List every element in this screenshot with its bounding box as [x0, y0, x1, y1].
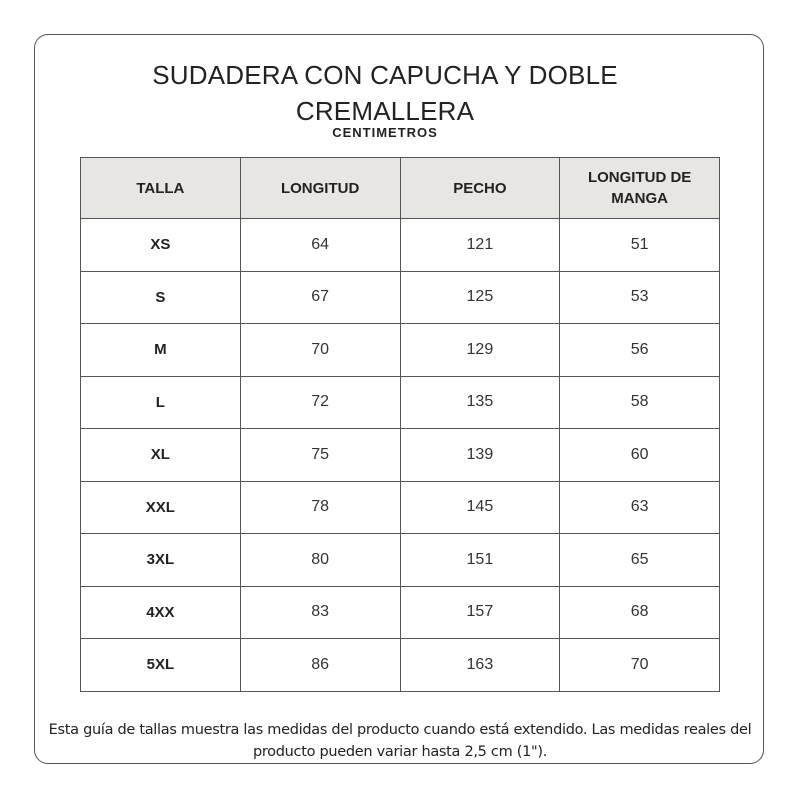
manga-cell: 51 — [560, 219, 720, 272]
manga-cell: 53 — [560, 271, 720, 324]
pecho-cell: 129 — [400, 324, 560, 377]
title-line-1: SUDADERA CON CAPUCHA Y DOBLE — [152, 60, 618, 91]
table-row — [81, 639, 720, 692]
measurement-note: Esta guía de tallas muestra las medidas del producto cuando está extendido. Las medidas reales del producto pueden variar hasta 2,5 cm (1"). — [48, 721, 752, 760]
size-cell: L — [81, 376, 241, 429]
header-pecho: PECHO — [400, 158, 560, 219]
table-row — [81, 324, 720, 377]
manga-cell: 63 — [560, 481, 720, 534]
size-cell: S — [81, 271, 241, 324]
header-talla: TALLA — [81, 158, 241, 219]
manga-cell: 58 — [560, 376, 720, 429]
longitud-cell: 83 — [240, 586, 400, 639]
size-cell: 3XL — [81, 534, 241, 587]
manga-cell: 65 — [560, 534, 720, 587]
manga-cell: 60 — [560, 429, 720, 482]
size-cell: 5XL — [81, 639, 241, 692]
pecho-cell: 163 — [400, 639, 560, 692]
size-cell: M — [81, 324, 241, 377]
pecho-cell: 135 — [400, 376, 560, 429]
pecho-cell: 145 — [400, 481, 560, 534]
longitud-cell: 86 — [240, 639, 400, 692]
manga-cell: 68 — [560, 586, 720, 639]
longitud-cell: 70 — [240, 324, 400, 377]
table-row — [81, 271, 720, 324]
manga-cell: 70 — [560, 639, 720, 692]
pecho-cell: 151 — [400, 534, 560, 587]
pecho-cell: 125 — [400, 271, 560, 324]
pecho-cell: 139 — [400, 429, 560, 482]
pecho-cell: 157 — [400, 586, 560, 639]
longitud-cell: 78 — [240, 481, 400, 534]
table-row — [81, 481, 720, 534]
page-title — [0, 57, 770, 129]
table-row — [81, 586, 720, 639]
table-row — [81, 534, 720, 587]
header-longitud-manga: LONGITUD DE MANGA — [560, 158, 720, 219]
unit-label: CENTIMETROS — [332, 125, 438, 140]
size-cell: XS — [81, 219, 241, 272]
table-header-row — [81, 158, 720, 219]
longitud-cell: 72 — [240, 376, 400, 429]
size-cell: XL — [81, 429, 241, 482]
pecho-cell: 121 — [400, 219, 560, 272]
header-longitud: LONGITUD — [240, 158, 400, 219]
size-cell: 4XX — [81, 586, 241, 639]
longitud-cell: 75 — [240, 429, 400, 482]
table-row — [81, 376, 720, 429]
table-row — [81, 219, 720, 272]
longitud-cell: 67 — [240, 271, 400, 324]
longitud-cell: 80 — [240, 534, 400, 587]
table-row — [81, 429, 720, 482]
manga-cell: 56 — [560, 324, 720, 377]
longitud-cell: 64 — [240, 219, 400, 272]
title-line-2: CREMALLERA — [295, 96, 475, 127]
size-table — [80, 157, 720, 692]
size-cell: XXL — [81, 481, 241, 534]
